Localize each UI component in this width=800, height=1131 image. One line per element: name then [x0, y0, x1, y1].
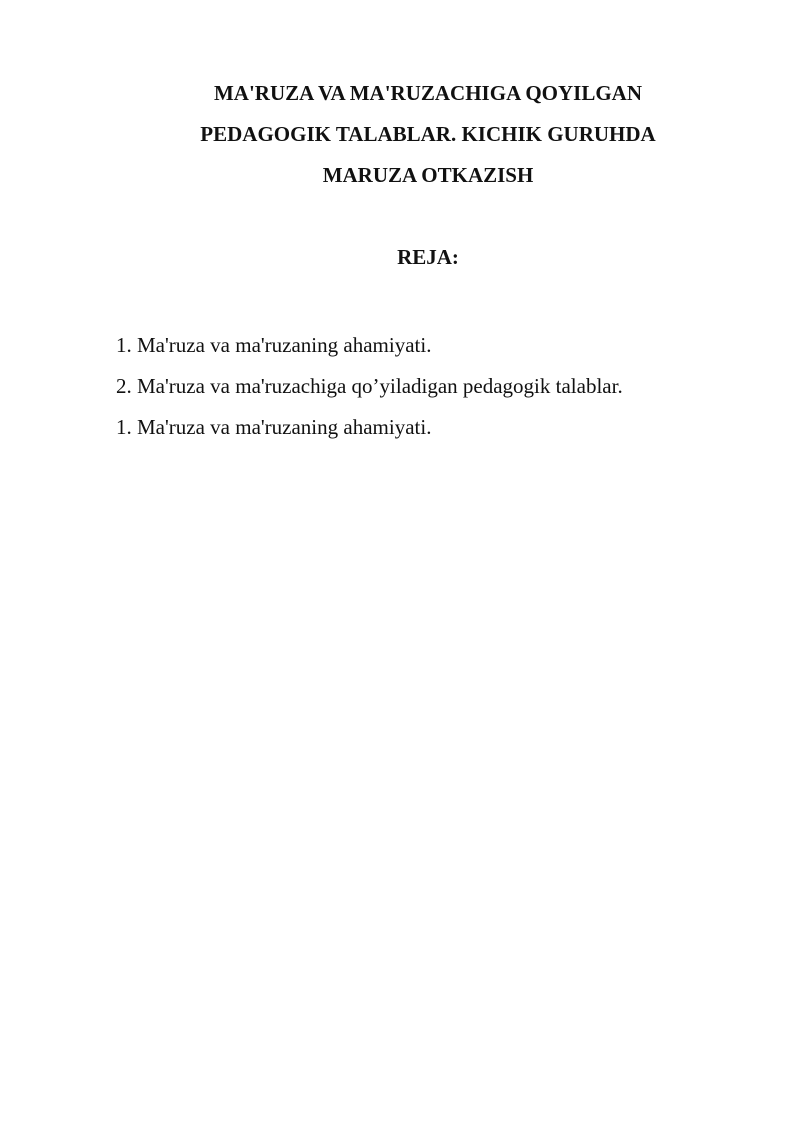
document-title [120, 73, 736, 196]
plan-item: 1. Ma'ruza va ma'ruzaning ahamiyati. [116, 415, 432, 439]
title-line: PEDAGOGIK TALABLAR. KICHIK GURUHDA [200, 122, 656, 146]
plan-item: 2. Ma'ruza va ma'ruzachiga qo’yiladigan pedagogik talablar. [116, 374, 623, 398]
title-line: MARUZA OTKAZISH [322, 163, 534, 187]
title-line: MA'RUZA VA MA'RUZACHIGA QOYILGAN [213, 81, 643, 105]
plan-heading: REJA: [397, 245, 459, 269]
plan-list [116, 325, 756, 448]
plan-item: 1. Ma'ruza va ma'ruzaning ahamiyati. [116, 333, 432, 357]
